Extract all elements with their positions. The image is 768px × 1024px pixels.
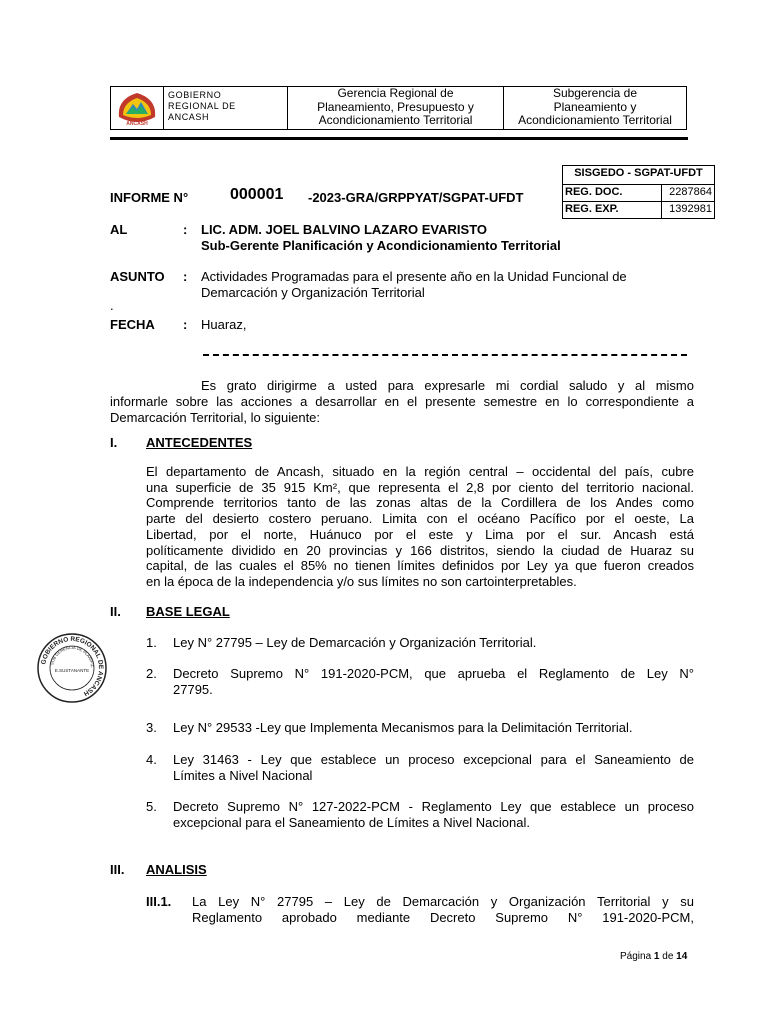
org-line1: GOBIERNO xyxy=(168,90,222,100)
stamp-inner-text: SUB GERENCIA DE PLANIFIC xyxy=(49,644,96,668)
page-total: 14 xyxy=(676,951,688,962)
al-title: Sub-Gerente Planificación y Acondicionamiento Territorial xyxy=(201,238,561,253)
stray-dot: . xyxy=(110,298,114,313)
antecedentes-line: una superficie de 35 915 Km², que representa el 2,8 por ciento del territorio nacional. xyxy=(146,479,694,495)
informe-label: INFORME N° xyxy=(110,190,189,205)
page-de: de xyxy=(662,951,674,962)
legal-item-num: 1. xyxy=(146,635,157,650)
legal-item-line: Decreto Supremo N° 191-2020-PCM, que aprueba el Reglamento de Ley N° xyxy=(173,666,694,681)
stamp-center-text: E.SUSTANANTE xyxy=(54,668,90,673)
section3-line1: La Ley N° 27795 – Ley de Demarcación y Organización Territorial y su xyxy=(192,894,694,909)
official-stamp xyxy=(36,632,108,704)
gerencia-cell xyxy=(287,87,503,129)
asunto-line2: Demarcación y Organización Territorial xyxy=(201,285,425,300)
dashed-separator xyxy=(203,354,687,356)
legal-item-line: Ley 31463 - Ley que establece un proceso excepcional para el Saneamiento de xyxy=(173,752,694,767)
section1-body xyxy=(146,464,694,590)
cell-divider xyxy=(661,185,662,201)
gerencia-line2: Planeamiento, Presupuesto y xyxy=(317,99,474,114)
subgerencia-line1: Subgerencia de xyxy=(552,86,638,100)
reg-doc-value: 2287864 xyxy=(669,186,712,198)
org-name xyxy=(163,87,287,129)
informe-suffix: -2023-GRA/GRPPYAT/SGPAT-UFDT xyxy=(308,190,524,205)
fecha-colon: : xyxy=(183,317,188,332)
legal-item-line: 27795. xyxy=(173,682,213,697)
informe-number: 000001 xyxy=(230,186,284,203)
legal-item-line: Ley N° 29533 -Ley que Implementa Mecanismos para la Delimitación Territorial. xyxy=(173,720,633,735)
antecedentes-line: en la época de la independencia y/o sus límites no son cartointerpretables. xyxy=(146,573,577,589)
subgerencia-cell xyxy=(503,87,686,129)
asunto-line1: Actividades Programadas para el presente año en la Unidad Funcional de xyxy=(201,269,627,284)
reg-exp-value: 1392981 xyxy=(669,203,712,215)
stamp-ring-text: GOBIERNO REGIONAL DE ANCASH xyxy=(40,635,105,697)
legal-item-num: 3. xyxy=(146,720,157,735)
pagina-label: Página xyxy=(620,951,652,962)
section3-sub-num: III.1. xyxy=(146,894,172,909)
section3-num: III. xyxy=(110,862,125,877)
legal-item-line: Ley N° 27795 – Ley de Demarcación y Organización Territorial. xyxy=(173,635,537,650)
org-line3: ANCASH xyxy=(168,112,210,122)
legal-item-num: 2. xyxy=(146,666,157,681)
antecedentes-line: Comprende territorios tanto de las zonas altas de la Cordillera de los Andes como xyxy=(146,495,694,511)
section3-line2: Reglamento aprobado mediante Decreto Supremo N° 191-2020-PCM, xyxy=(192,910,694,925)
legal-item-line: excepcional para el Saneamiento de Límites a Nivel Nacional. xyxy=(173,815,530,830)
antecedentes-line: parte del desierto costero peruano. Limita con el océano Pacífico por el oeste, La xyxy=(146,511,694,527)
intro-line2: informarle sobre las acciones a desarrollar en el presente semestre en lo correspondiente a xyxy=(110,394,694,409)
fecha-label: FECHA xyxy=(110,317,155,332)
al-name: LIC. ADM. JOEL BALVINO LAZARO EVARISTO xyxy=(201,222,488,237)
intro-line3: Demarcación Territorial, lo siguiente: xyxy=(110,410,321,425)
reg-doc-row xyxy=(563,184,714,201)
logo-text: ANCASH xyxy=(126,121,148,127)
reg-doc-label: REG. DOC. xyxy=(565,186,623,198)
cell-divider xyxy=(661,202,662,218)
header-table xyxy=(110,86,687,130)
gerencia-line3: Acondicionamiento Territorial xyxy=(318,113,473,127)
reg-exp-label: REG. EXP. xyxy=(565,203,619,215)
antecedentes-line: políticamente dividido en 20 provincias y 166 distritos, siendo la ciudad de Huaraz su xyxy=(146,542,694,558)
antecedentes-line: Libertad, por el norte, Huánuco por el este y Lima por el sur. Ancash está xyxy=(146,526,694,542)
header-rule xyxy=(110,137,688,140)
legal-item-line: Decreto Supremo N° 127-2022-PCM - Reglamento Ley que establece un proceso xyxy=(173,799,694,814)
subgerencia-line3: Acondicionamiento Territorial xyxy=(518,113,672,127)
fecha-value: Huaraz, xyxy=(201,317,247,332)
sisgedo-box xyxy=(562,165,715,219)
reg-exp-row xyxy=(563,201,714,218)
al-colon: : xyxy=(183,222,188,237)
legal-item-num: 4. xyxy=(146,752,157,767)
asunto-colon: : xyxy=(183,269,188,284)
legal-item-num: 5. xyxy=(146,799,157,814)
section2-title: BASE LEGAL xyxy=(146,604,230,619)
section1-title: ANTECEDENTES xyxy=(146,435,253,450)
intro-line1: Es grato dirigirme a usted para expresarle mi cordial saludo y al mismo xyxy=(201,378,694,393)
section1-num: I. xyxy=(110,435,118,450)
antecedentes-line: capital, de las cuales el 85% no tienen límites definidos por Ley ya que fueron creados xyxy=(146,558,694,574)
section2-num: II. xyxy=(110,604,121,619)
antecedentes-line: El departamento de Ancash, situado en la región central – occidental del país, cubre xyxy=(146,464,694,479)
org-line2: REGIONAL DE xyxy=(168,101,236,111)
ancash-logo xyxy=(111,87,163,129)
page-number: 1 xyxy=(653,951,660,962)
sisgedo-title: SISGEDO - SGPAT-UFDT xyxy=(574,167,703,179)
legal-item-line: Límites a Nivel Nacional xyxy=(173,768,313,783)
asunto-label: ASUNTO xyxy=(110,269,165,284)
page-footer xyxy=(620,951,687,962)
gerencia-line1: Gerencia Regional de xyxy=(337,86,454,100)
subgerencia-line2: Planeamiento y xyxy=(553,99,637,114)
section3-title: ANALISIS xyxy=(146,862,207,877)
al-label: AL xyxy=(110,222,128,237)
